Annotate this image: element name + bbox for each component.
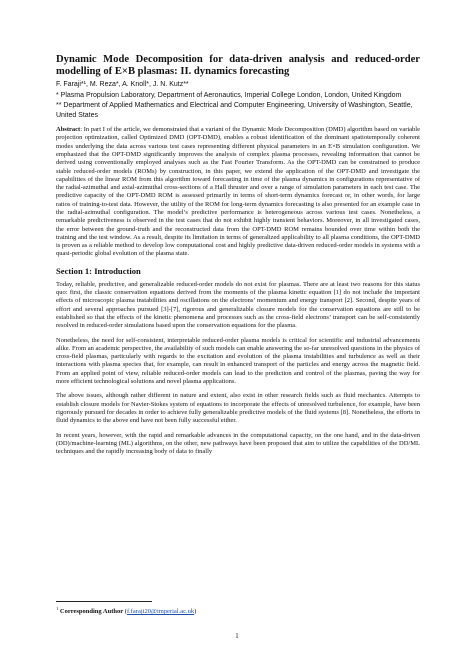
affiliation-2: ** Department of Applied Mathematics and Electrical and Computer Engineering, University of Washington, Seattle, United States (56, 102, 413, 119)
page-content (56, 54, 420, 462)
abstract-text: : In part I of the article, we demonstrated that a variant of the Dynamic Mode Decomposition (DMD) algorithm based on variable projection optimization, called Optimized DMD (OPT-DMD), enables a robust identification of the dominant spatiotemporally coherent modes underlying the data across various test cases representing different physical parameters in an E×B simulation configuration. We emphasized that the OPT-DMD significantly improves the analysis of complex plasma processes, revealing information that cannot be derived using conventionally employed analyses such as the Fast Fourier Transform. As the OPT-DMD can be constrained to produce stable reduced-order models (ROMs) by construction, in this paper, we extend the application of the OPT-DMD and investigate the capabilities of the linear ROM from this algorithm toward forecasting in time of the plasma dynamics in configurations representative of the radial-azimuthal and axial-azimuthal cross-sections of a Hall thruster and over a range of simulation parameters in each test case. The predictive capacity of the OPT-DMD ROM is assessed primarily in terms of short-term dynamics forecast or, in other words, for large ratios of training-to-test data. However, the utility of the ROM for long-term dynamics forecasting is also presented for an example case in the radial-azimuthal configuration. The model’s predictive performance is heterogeneous across various test cases. Nonetheless, a remarkable predictiveness is observed in the test cases that do not exhibit highly transient behaviors. Moreover, in all investigated cases, the error between the ground-truth and the reconstructed data from the OPT-DMD ROM remains bounded over time within both the training and the test window. As a result, despite its limitation in terms of generalized applicability to all plasma conditions, the OPT-DMD is proven as a reliable method to develop low computational cost and highly predictive data-driven reduced-order models in systems with a quasi-periodic global evolution of the plasma state. (56, 126, 420, 258)
paragraph-4: In recent years, however, with the rapid and remarkable advances in the computational capacity, on the one hand, and in the data-driven (DD)/machine-learning (ML) algorithms, on the other, new pathways have been proposed that aim to utilize the capabilities of the DD/ML techniques and the rapidly increasing body of data to finally (56, 431, 420, 456)
author-email-link[interactable]: f.faraji20@imperial.ac.uk (126, 608, 195, 616)
abstract-label: Abstract (56, 126, 81, 134)
paragraph-1: Today, reliable, predictive, and generalizable reduced-order models do not exist for plasmas. There are at least two reasons for this status quo: first, the classic conservation equations derived from the moments of the plasma kinetic equation [1] do not include the important effects of microscopic plasma instabilities and oscillations on the electrons’ momentum and energy transport [2]. Second, despite years of effort and several approaches pursued [3]-[7], rigorous and generalizable closure models for the conservation equations are still to be established so that the effects of the kinetic phenomena and processes such as the cross-field electrons’ transport can be self-consistently resolved in reduced-order simulations based upon the conservation equations for the plasma. (56, 280, 420, 330)
paper-title: Dynamic Mode Decomposition for data-driven analysis and reduced-order modelling of E×B plasmas: II. dynamics forecasting (56, 54, 420, 78)
footnote-close-paren: ) (194, 608, 197, 616)
footnote-divider (56, 601, 152, 602)
footnote-label: Corresponding Author (59, 608, 124, 616)
paragraph-3: The above issues, although rather different in nature and extent, also exist in other research fields such as fluid mechanics. Attempts to establish closure models for Navier-Stokes system of equations to incorporate the effects of unresolved turbulence, for example, have been rigorously pursued for decades in order to achieve fully generalizable predictive models of the fluid systems [8]. Nonetheless, the efforts in fluid dynamics to the above end have not been fully successful either. (56, 392, 420, 425)
affiliation-1: * Plasma Propulsion Laboratory, Department of Aeronautics, Imperial College London, London, United Kingdom (56, 91, 402, 99)
abstract (56, 126, 420, 259)
section-heading: Section 1: Introduction (56, 265, 141, 276)
page-number: 1 (235, 633, 239, 640)
author-list: F. Faraji*¹, M. Reza*, A. Knoll*, J. N. Kutz** (56, 81, 189, 89)
footnote (56, 605, 196, 616)
paragraph-2: Nonetheless, the need for self-consistent, interpretable reduced-order plasma models is critical for scientific and industrial advancements alike. From an academic perspective, the availability of such models can enable answering the so-far unresolved questions in the physics of cross-field plasmas, particularly with regards to the excitation and evolution of the plasma instabilities and turbulence as well as their interactions with plasma species that, for example, can result in enhanced transport of the particles and energy across the magnetic field. From an applied point of view, reliable reduced-order models can lead to the prediction and control of the plasmas, paving the way for more efficient technological solutions and novel plasma applications. (56, 336, 420, 386)
footnote-mark: 1 (56, 606, 59, 611)
footnote-open-paren: ( (123, 608, 127, 616)
